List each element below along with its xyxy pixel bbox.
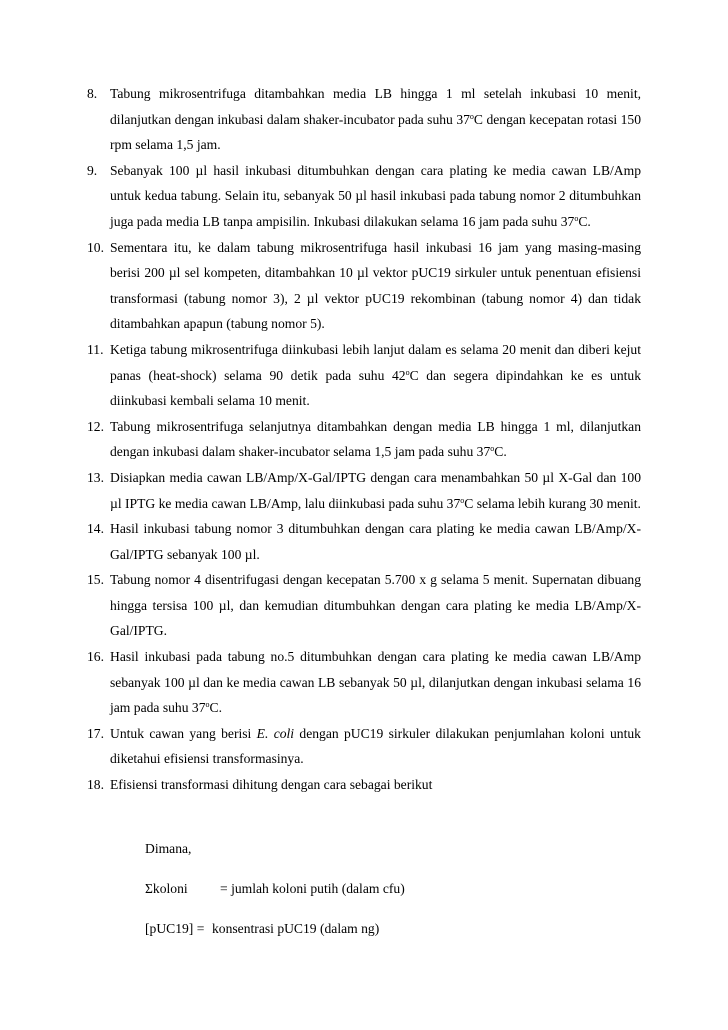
list-item-number: 14.: [87, 521, 104, 537]
list-item-number: 10.: [87, 239, 104, 255]
list-item-text: [110, 86, 641, 152]
text-run: Hasil inkubasi pada tabung no.5 ditumbuhkan dengan cara plating ke media cawan LB/Amp sebanyak 100 µl dan ke media cawan LB sebanyak 50 µl, dilanjutkan dengan inkubasi selama 16 jam pada suhu 37: [110, 649, 641, 716]
list-item-number: 16.: [87, 649, 104, 665]
list-item: [87, 644, 641, 721]
definition-term: [pUC19] =: [145, 921, 205, 936]
list-item-number: 18.: [87, 777, 104, 793]
list-item: [87, 772, 641, 798]
list-item-number: 8.: [87, 86, 98, 101]
list-item: [87, 235, 641, 337]
list-item-number: 11.: [87, 341, 104, 357]
italic-text: E. coli: [256, 725, 295, 741]
list-item-number: 13.: [87, 469, 104, 485]
list-item: [87, 567, 641, 644]
list-item-number: 17.: [87, 725, 104, 741]
list-item: [87, 414, 641, 465]
procedure-list: [87, 81, 641, 798]
text-run: C.: [578, 213, 591, 229]
list-item-text: [110, 419, 641, 460]
list-item-text: [110, 777, 432, 792]
text-run: C.: [494, 444, 507, 460]
definition-text: = jumlah koloni putih (dalam cfu): [220, 881, 405, 896]
list-item-text: [110, 726, 641, 767]
text-run: C selama lebih kurang 30 menit.: [464, 495, 641, 511]
definitions-intro: Dimana,: [145, 841, 192, 856]
text-run: C dengan kecepatan rotasi 150 rpm selama 1,5 jam.: [110, 111, 642, 153]
text-run: dengan pUC19 sirkuler dilakukan penjumlahan koloni untuk diketahui efisiensi transformasinya.: [110, 725, 641, 767]
list-item: [87, 465, 641, 516]
degree-superscript: o: [405, 367, 410, 377]
text-run: Tabung mikrosentrifuga ditambahkan media LB hingga 1 ml setelah inkubasi 10 menit, dilanjutkan dengan inkubasi dalam shaker-incubator pada suhu 37: [110, 86, 641, 127]
text-run: Efisiensi transformasi dihitung dengan cara sebagai berikut: [110, 777, 433, 793]
list-item-text: [110, 572, 641, 638]
list-item-text: [110, 342, 641, 408]
degree-superscript: o: [490, 444, 495, 454]
text-run: C.: [209, 700, 222, 716]
list-item-text: [110, 163, 641, 229]
list-item-text: [110, 521, 641, 562]
list-item: [87, 81, 641, 158]
text-run: C dan segera dipindahkan ke es untuk diinkubasi kembali selama 10 menit.: [110, 367, 641, 409]
list-item: [87, 337, 641, 414]
text-run: Tabung mikrosentrifuga selanjutnya ditambahkan dengan media LB hingga 1 ml, dilanjutkan dengan inkubasi dalam shaker-incubator selama 1,5 jam pada suhu 37: [110, 418, 641, 460]
text-run: Disiapkan media cawan LB/Amp/X-Gal/IPTG dengan cara menambahkan 50 µl X-Gal dan 100 µl IPTG ke media cawan LB/Amp, lalu diinkubasi pada suhu 37: [110, 469, 641, 511]
degree-superscript: o: [205, 700, 210, 710]
text-run: Sementara itu, ke dalam tabung mikrosentrifuga hasil inkubasi 16 jam yang masing-masing berisi 200 µl sel kompeten, ditambahkan 10 µl vektor pUC19 sirkuler untuk penentuan efisiensi transformasi (tabung nomor 3), 2 µl vektor pUC19 rekombinan (tabung nomor 4) dan tidak ditambahkan apapun (tabung nomor 5).: [110, 239, 641, 332]
list-item-number: 15.: [87, 572, 104, 588]
degree-superscript: o: [469, 111, 474, 121]
text-run: Hasil inkubasi tabung nomor 3 ditumbuhkan dengan cara plating ke media cawan LB/Amp/X-Gal/IPTG sebanyak 100 µl.: [110, 521, 641, 562]
list-item-text: [110, 470, 641, 511]
list-item-text: [110, 649, 641, 715]
list-item-text: [110, 240, 641, 332]
list-item: [87, 158, 641, 235]
degree-superscript: o: [460, 495, 465, 505]
text-run: Tabung nomor 4 disentrifugasi dengan kecepatan 5.700 x g selama 5 menit. Supernatan dibuang hingga tersisa 100 µl, dan kemudian ditumbuhkan dengan cara plating ke media LB/Amp/X-Gal/IPTG.: [110, 572, 641, 639]
text-run: Sebanyak 100 µl hasil inkubasi ditumbuhkan dengan cara plating ke media cawan LB/Amp untuk kedua tabung. Selain itu, sebanyak 50 µl hasil inkubasi pada tabung nomor 2 ditumbuhkan juga pada media LB tanpa ampisilin. Inkubasi dilakukan selama 16 jam pada suhu 37: [110, 162, 641, 229]
definition-term: Σkoloni: [145, 881, 188, 896]
list-item-number: 12.: [87, 418, 104, 434]
list-item: [87, 721, 641, 772]
text-run: Untuk cawan yang berisi: [110, 725, 257, 741]
degree-superscript: o: [574, 213, 579, 223]
list-item: [87, 516, 641, 567]
list-item-number: 9.: [87, 162, 98, 178]
text-run: Ketiga tabung mikrosentrifuga diinkubasi lebih lanjut dalam es selama 20 menit dan diberi kejut panas (heat-shock) selama 90 detik pada suhu 42: [110, 341, 641, 383]
definition-text: konsentrasi pUC19 (dalam ng): [212, 921, 380, 936]
